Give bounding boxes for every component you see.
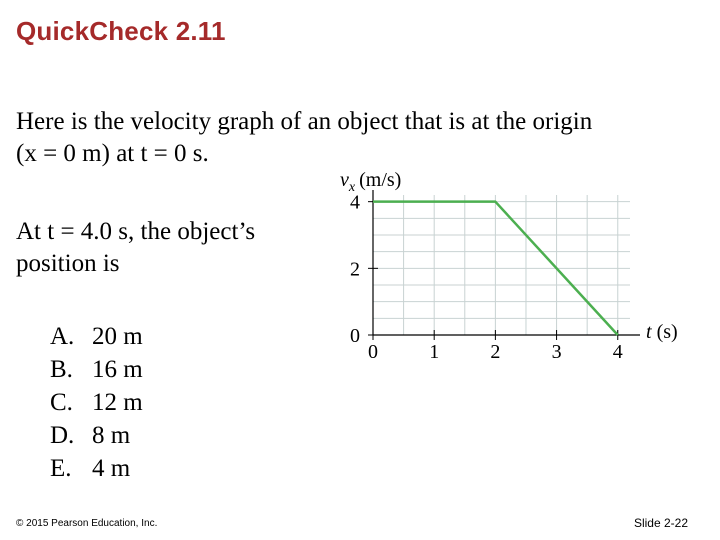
choice-d[interactable] [50, 419, 143, 452]
choice-letter: B. [50, 356, 73, 383]
x-axis-title [646, 321, 678, 343]
choice-a[interactable] [50, 320, 143, 353]
choice-c[interactable] [50, 386, 143, 419]
y-tick-label: 4 [350, 191, 360, 214]
question-prompt [16, 216, 316, 280]
y-axis-var: v [340, 169, 349, 191]
x-tick-label: 1 [429, 341, 440, 363]
slide-title: QuickCheck 2.11 [16, 16, 226, 46]
x-tick-label: 3 [551, 341, 562, 363]
choice-letter: C. [50, 389, 73, 416]
choice-letter: A. [50, 323, 75, 350]
x-tick-label: 0 [368, 341, 378, 363]
choice-b[interactable] [50, 353, 143, 386]
question-line-1: Here is the velocity graph of an object that is at the origin [16, 108, 593, 135]
answer-choices [50, 320, 143, 485]
choice-text: 8 m [92, 422, 131, 449]
question-line-2: (x = 0 m) at t = 0 s. [16, 140, 209, 167]
x-tick-label: 4 [612, 341, 623, 363]
tick-labels [350, 192, 623, 363]
choice-letter: E. [50, 455, 72, 482]
prompt-line-2: position is [16, 250, 120, 277]
choice-text: 20 m [92, 323, 143, 350]
choice-text: 4 m [92, 455, 131, 482]
choice-e[interactable] [50, 452, 143, 485]
x-axis-unit: (s) [651, 321, 678, 343]
choice-text: 12 m [92, 389, 143, 416]
y-tick-label: 2 [350, 258, 360, 281]
velocity-graph [330, 160, 690, 370]
choice-letter: D. [50, 422, 75, 449]
x-axis-var: t [646, 321, 652, 343]
y-axis-sub: x [348, 180, 356, 195]
grid [373, 195, 630, 335]
y-tick-label: 0 [350, 325, 360, 347]
y-axis-unit: (m/s) [359, 169, 402, 191]
choice-text: 16 m [92, 356, 143, 383]
x-tick-label: 2 [490, 341, 501, 363]
copyright-text: © 2015 Pearson Education, Inc. [16, 518, 158, 529]
prompt-line-1: At t = 4.0 s, the object’s [16, 218, 256, 245]
slide-number: Slide 2-22 [633, 516, 688, 530]
